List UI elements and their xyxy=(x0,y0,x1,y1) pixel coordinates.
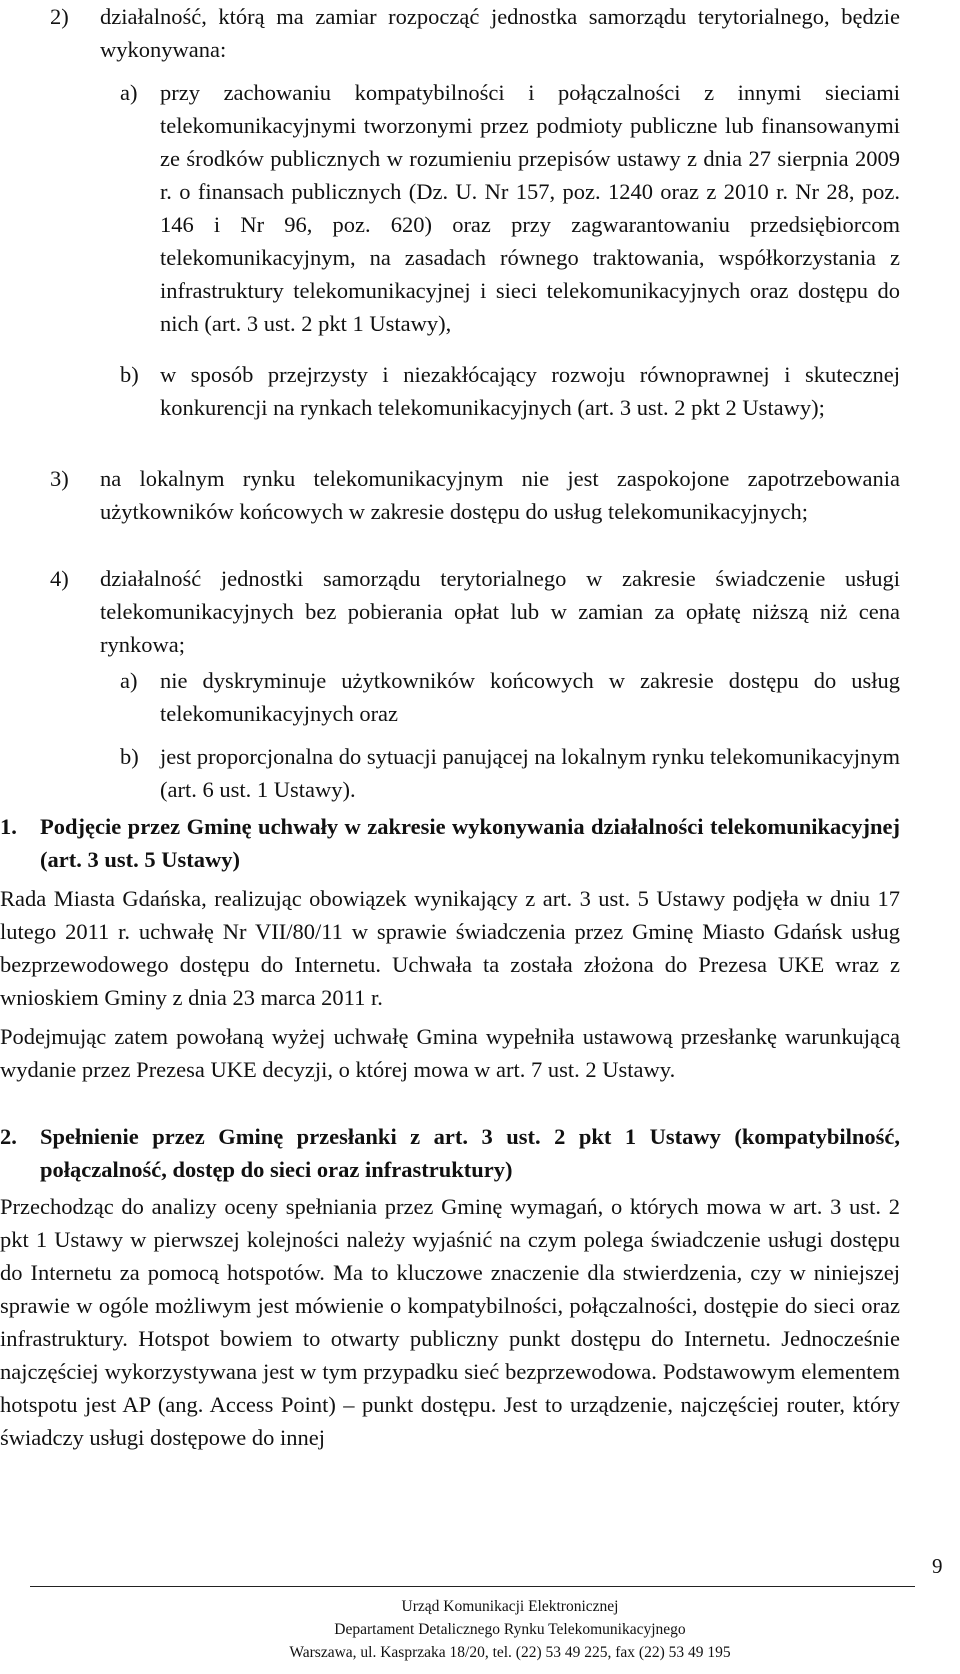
page-number: 9 xyxy=(932,1554,943,1578)
list-item-text: działalność jednostki samorządu terytorialnego w zakresie świadczenie usługi telekomunikacyjnych bez pobierania opłat lub w zamian za opłatę niższą niż cena rynkowa; xyxy=(100,566,900,657)
list-item-text: w sposób przejrzysty i niezakłócający rozwoju równoprawnej i skutecznej konkurencji na rynkach telekomunikacyjnych (art. 3 ust. 2 pkt 2 Ustawy); xyxy=(160,362,900,420)
paragraph: Przechodząc do analizy oceny spełniania przez Gminę wymagań, o których mowa w art. 3 ust. 2 pkt 1 Ustawy w pierwszej kolejności należy wyjaśnić na czym polega świadczenie usługi dostępu do Internetu za pomocą hotspotów. Ma to kluczowe znaczenie dla stwierdzenia, czy w niniejszej sprawie w ogóle możliwym jest mówienie o kompatybilności, połączalności, dostępie do sieci oraz infrastruktury. Hotspot bowiem to otwarty publiczny punkt dostępu do Internetu. Jednocześnie najczęściej wykorzystywana jest w tym przypadku sieć bezprzewodowa. Podstawowym elementem hotspotu jest AP (ang. Access Point) – punkt dostępu. Jest to urządzenie, najczęściej router, który świadczy usługi dostępowe do innej xyxy=(0,1194,900,1450)
heading-text: Podjęcie przez Gminę uchwały w zakresie wykonywania działalności telekomunikacyjnej (art. 3 ust. 5 Ustawy) xyxy=(40,814,900,872)
list-item-text: przy zachowaniu kompatybilności i połączalności z innymi sieciami telekomunikacyjnymi tworzonymi przez podmioty publiczne lub finansowanymi ze środków publicznych w rozumieniu przepisów ustawy z dnia 27 sierpnia 2009 r. o finansach publicznych (Dz. U. Nr 157, poz. 1240 oraz z 2010 r. Nr 28, poz. 146 i Nr 96, poz. 620) oraz przy zagwarantowaniu przedsiębiorcom telekomunikacyjnym, na zasadach równego traktowania, współkorzystania z infrastruktury telekomunikacyjnej i sieci telekomunikacyjnych oraz dostępu do nich (art. 3 ust. 2 pkt 1 Ustawy), xyxy=(160,80,900,336)
list-marker: b) xyxy=(120,744,139,769)
list-item-text: działalność, którą ma zamiar rozpocząć jednostka samorządu terytorialnego, będzie wykonywana: xyxy=(100,4,900,62)
list-marker: 2) xyxy=(50,4,69,29)
list-marker: a) xyxy=(120,80,138,105)
list-marker: 4) xyxy=(50,566,69,591)
footer-line-2: Departament Detalicznego Rynku Telekomunikacyjnego xyxy=(334,1621,686,1638)
footer-line-1: Urząd Komunikacji Elektronicznej xyxy=(401,1598,619,1615)
sub-item-b-2 xyxy=(120,740,900,806)
heading-number: 1. xyxy=(0,814,17,839)
list-item-4 xyxy=(50,562,900,661)
sub-item-a-2 xyxy=(120,664,900,730)
section-heading-1 xyxy=(0,810,900,876)
list-item-text: nie dyskryminuje użytkowników końcowych w zakresie dostępu do usług telekomunikacyjnych oraz xyxy=(160,668,900,726)
list-marker: b) xyxy=(120,362,139,387)
heading-text: Spełnienie przez Gminę przesłanki z art. 3 ust. 2 pkt 1 Ustawy (kompatybilność, połączalność, dostęp do sieci oraz infrastruktury) xyxy=(40,1124,900,1182)
heading-number: 2. xyxy=(0,1124,17,1149)
footer xyxy=(150,1595,870,1664)
paragraph: Podejmując zatem powołaną wyżej uchwałę Gmina wypełniła ustawową przesłankę warunkującą wydanie przez Prezesa UKE decyzji, o której mowa w art. 7 ust. 2 Ustawy. xyxy=(0,1024,900,1082)
list-marker: 3) xyxy=(50,466,69,491)
sub-item-b xyxy=(120,358,900,424)
list-item-2 xyxy=(50,0,900,66)
footer-divider xyxy=(30,1586,915,1587)
footer-line-3: Warszawa, ul. Kasprzaka 18/20, tel. (22) 53 49 225, fax (22) 53 49 195 xyxy=(289,1644,731,1661)
list-item-text: na lokalnym rynku telekomunikacyjnym nie jest zaspokojone zapotrzebowania użytkowników końcowych w zakresie dostępu do usług telekomunikacyjnych; xyxy=(100,466,900,524)
list-item-3 xyxy=(50,462,900,528)
section-heading-2 xyxy=(0,1120,900,1186)
list-marker: a) xyxy=(120,668,138,693)
sub-item-a xyxy=(120,76,900,340)
paragraph: Rada Miasta Gdańska, realizując obowiązek wynikający z art. 3 ust. 5 Ustawy podjęła w dniu 17 lutego 2011 r. uchwałę Nr VII/80/11 w sprawie świadczenia przez Gminę Miasto Gdańsk usług bezprzewodowego dostępu do Internetu. Uchwała ta została złożona do Prezesa UKE wraz z wnioskiem Gminy z dnia 23 marca 2011 r. xyxy=(0,886,900,1010)
list-item-text: jest proporcjonalna do sytuacji panującej na lokalnym rynku telekomunikacyjnym (art. 6 ust. 1 Ustawy). xyxy=(160,744,900,802)
